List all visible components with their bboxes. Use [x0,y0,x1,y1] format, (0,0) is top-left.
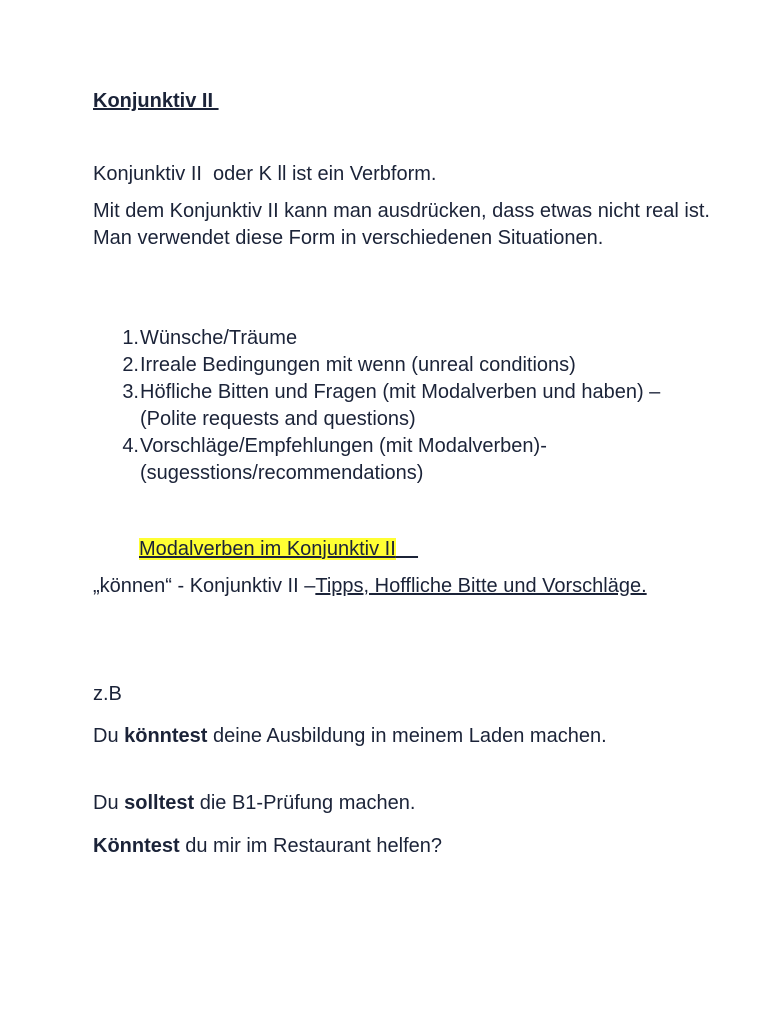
list-item-number: 2. [122,354,139,376]
list-item-text: Vorschläge/Empfehlungen (mit Modalverben)- (sugesstions/recommendations) [140,435,547,484]
list-item [93,433,693,487]
heading-underline-trail [396,538,418,560]
intro-line-1: Konjunktiv II oder K ll ist ein Verbform. [93,163,437,185]
list-item-number: 3. [122,381,139,403]
highlighted-heading-text: Modalverben im Konjunktiv II [139,538,396,560]
example-1-verb: könntest [124,725,208,747]
example-sentence-3 [93,833,442,860]
koennen-paragraph [93,573,653,600]
example-2-post: die B1-Prüfung machen. [194,792,416,814]
example-1-pre: Du [93,725,125,747]
koennen-underlined-text: Tipps, Hoffliche Bitte und Vorschläge. [315,575,647,597]
list-item [93,352,693,379]
list-item-text: Höfliche Bitten und Fragen (mit Modalverben und haben) – (Polite requests and questions) [140,381,661,430]
example-sentence-2 [93,790,415,817]
document-title: Konjunktiv II [93,90,219,112]
koennen-prefix: „können“ - Konjunktiv II – [93,575,316,597]
list-item-text: Irreale Bedingungen mit wenn (unreal conditions) [140,354,576,376]
intro-line-2: Mit dem Konjunktiv II kann man ausdrücken, dass etwas nicht real ist. Man verwendet diese Form in verschiedenen Situationen. [93,200,710,249]
modalverben-heading [139,536,418,562]
list-item-text: Wünsche/Träume [140,327,298,349]
list-item-number: 4. [122,435,139,457]
list-item [93,325,693,352]
example-1-post: deine Ausbildung in meinem Laden machen. [207,725,607,747]
example-2-pre: Du [93,792,125,814]
list-item-number: 1. [122,327,139,349]
example-2-verb: solltest [124,792,195,814]
situations-list [93,325,693,487]
example-3-post: du mir im Restaurant helfen? [179,835,443,857]
example-3-verb: Könntest [93,835,180,857]
example-label: z.B [93,683,122,705]
list-item [93,379,693,433]
example-sentence-1 [93,723,653,750]
